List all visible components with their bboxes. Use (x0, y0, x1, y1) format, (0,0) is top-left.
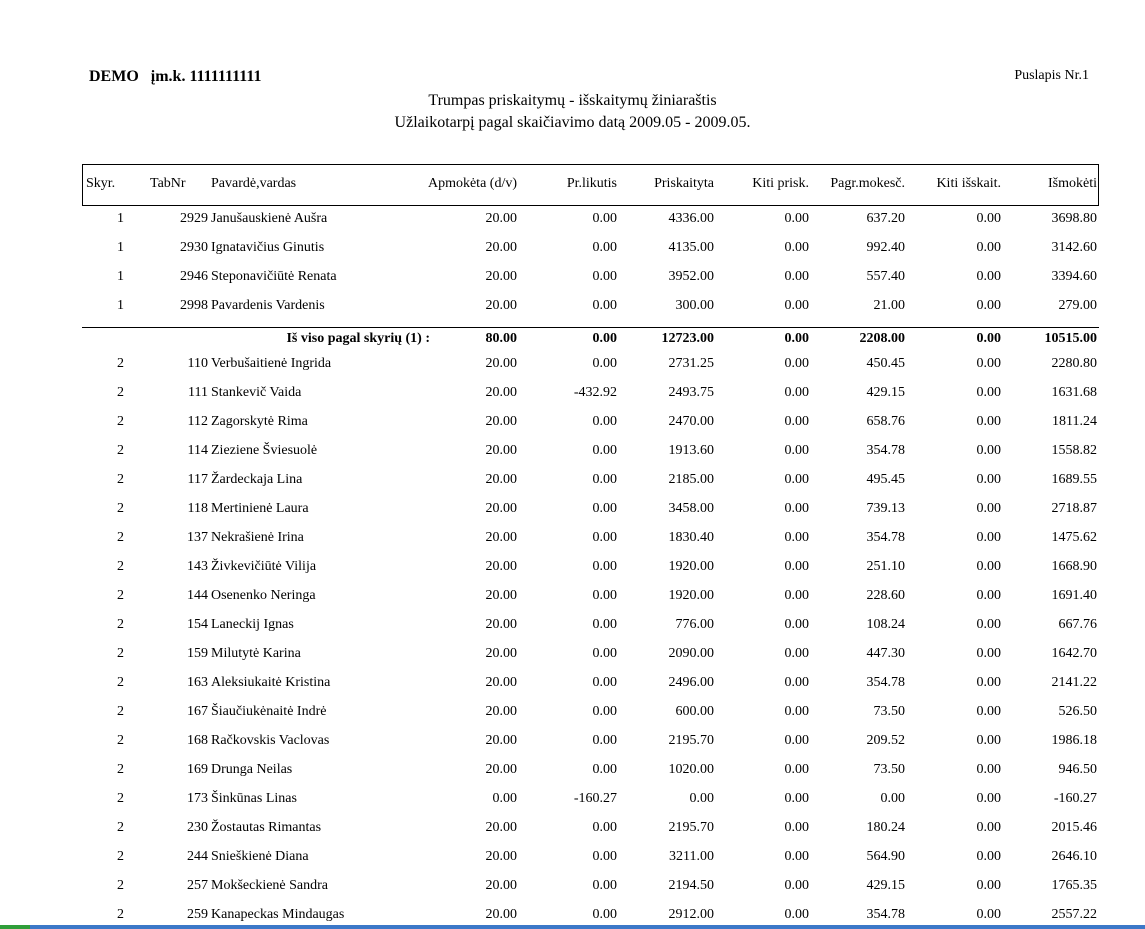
cell-apmoketa: 20.00 (485, 501, 517, 516)
table-row (0, 646, 1145, 668)
col-tabnr: TabNr (150, 176, 186, 191)
cell-priskaityta: 1913.60 (668, 443, 714, 458)
cell-name: Šinkūnas Linas (211, 791, 297, 806)
cell-tabnr: 167 (187, 704, 208, 719)
cell-pr-likutis: 0.00 (592, 269, 617, 284)
cell-name: Zagorskytė Rima (211, 414, 308, 429)
table-row (0, 704, 1145, 726)
table-row (0, 791, 1145, 813)
cell-priskaityta: 2912.00 (668, 907, 714, 922)
cell-pr-likutis: -432.92 (573, 385, 617, 400)
cell-apmoketa: 20.00 (485, 356, 517, 371)
cell-ismoketi: 1642.70 (1051, 646, 1097, 661)
cell-ismoketi: 2646.10 (1051, 849, 1097, 864)
cell-pr-likutis: 0.00 (592, 240, 617, 255)
cell-name: Drunga Neilas (211, 762, 293, 777)
cell-pr-likutis: 0.00 (592, 356, 617, 371)
subtotal-kiti-isskait: 0.00 (976, 331, 1001, 346)
cell-priskaityta: 2496.00 (668, 675, 714, 690)
cell-pr-likutis: 0.00 (592, 298, 617, 313)
table-row (0, 269, 1145, 291)
table-row (0, 878, 1145, 900)
cell-pagr-mokesc: 209.52 (866, 733, 905, 748)
cell-kiti-isskait: 0.00 (976, 298, 1001, 313)
cell-kiti-prisk: 0.00 (784, 356, 809, 371)
cell-apmoketa: 20.00 (485, 211, 517, 226)
cell-kiti-isskait: 0.00 (976, 907, 1001, 922)
cell-skyr: 2 (117, 414, 124, 429)
cell-pr-likutis: 0.00 (592, 472, 617, 487)
cell-kiti-isskait: 0.00 (976, 443, 1001, 458)
cell-pr-likutis: 0.00 (592, 675, 617, 690)
cell-pagr-mokesc: 739.13 (866, 501, 905, 516)
col-skyr: Skyr. (86, 176, 116, 191)
table-row (0, 443, 1145, 465)
cell-skyr: 2 (117, 646, 124, 661)
cell-ismoketi: 3698.80 (1051, 211, 1097, 226)
cell-ismoketi: 3142.60 (1051, 240, 1097, 255)
cell-pagr-mokesc: 228.60 (866, 588, 905, 603)
subtotal-priskaityta: 12723.00 (661, 331, 714, 346)
cell-apmoketa: 20.00 (485, 240, 517, 255)
cell-skyr: 2 (117, 820, 124, 835)
col-apmoketa: Apmokėta (d/v) (427, 176, 517, 191)
cell-ismoketi: 1811.24 (1052, 414, 1097, 429)
cell-pr-likutis: 0.00 (592, 704, 617, 719)
cell-ismoketi: 1668.90 (1051, 559, 1097, 574)
cell-kiti-isskait: 0.00 (976, 385, 1001, 400)
cell-kiti-isskait: 0.00 (976, 704, 1001, 719)
cell-priskaityta: 2185.00 (668, 472, 714, 487)
col-name: Pavardė,vardas (211, 176, 297, 191)
cell-pagr-mokesc: 73.50 (873, 704, 905, 719)
cell-kiti-prisk: 0.00 (784, 211, 809, 226)
cell-kiti-prisk: 0.00 (784, 472, 809, 487)
cell-ismoketi: -160.27 (1053, 791, 1097, 806)
cell-priskaityta: 4135.00 (668, 240, 714, 255)
cell-ismoketi: 2557.22 (1051, 907, 1097, 922)
cell-ismoketi: 946.50 (1058, 762, 1097, 777)
cell-tabnr: 244 (187, 849, 208, 864)
cell-tabnr: 168 (187, 733, 208, 748)
cell-tabnr: 169 (187, 762, 208, 777)
cell-ismoketi: 2280.80 (1051, 356, 1097, 371)
col-pagr-mokesc: Pagr.mokesč. (830, 176, 905, 191)
cell-tabnr: 163 (187, 675, 208, 690)
cell-kiti-isskait: 0.00 (976, 356, 1001, 371)
cell-tabnr: 173 (187, 791, 208, 806)
cell-skyr: 2 (117, 791, 124, 806)
cell-tabnr: 118 (187, 501, 208, 516)
cell-tabnr: 259 (187, 907, 208, 922)
cell-priskaityta: 0.00 (689, 791, 714, 806)
cell-apmoketa: 20.00 (485, 414, 517, 429)
subtotal-divider (82, 327, 1099, 328)
cell-tabnr: 257 (187, 878, 208, 893)
cell-priskaityta: 1830.40 (668, 530, 714, 545)
cell-kiti-prisk: 0.00 (784, 443, 809, 458)
cell-name: Mertinienė Laura (211, 501, 309, 516)
cell-skyr: 2 (117, 385, 124, 400)
cell-tabnr: 112 (187, 414, 208, 429)
cell-skyr: 2 (117, 443, 124, 458)
cell-pr-likutis: 0.00 (592, 211, 617, 226)
table-row (0, 356, 1145, 378)
cell-kiti-prisk: 0.00 (784, 907, 809, 922)
cell-skyr: 2 (117, 356, 124, 371)
cell-kiti-prisk: 0.00 (784, 820, 809, 835)
cell-kiti-prisk: 0.00 (784, 733, 809, 748)
cell-ismoketi: 667.76 (1058, 617, 1097, 632)
cell-name: Žostautas Rimantas (211, 820, 322, 835)
cell-kiti-isskait: 0.00 (976, 675, 1001, 690)
cell-skyr: 2 (117, 472, 124, 487)
cell-priskaityta: 4336.00 (668, 211, 714, 226)
cell-pagr-mokesc: 354.78 (866, 443, 905, 458)
cell-skyr: 2 (117, 762, 124, 777)
cell-skyr: 1 (117, 240, 124, 255)
cell-pr-likutis: 0.00 (592, 733, 617, 748)
cell-ismoketi: 1558.82 (1051, 443, 1097, 458)
cell-kiti-prisk: 0.00 (784, 675, 809, 690)
cell-tabnr: 2930 (180, 240, 208, 255)
cell-kiti-isskait: 0.00 (976, 211, 1001, 226)
cell-kiti-prisk: 0.00 (784, 646, 809, 661)
cell-pagr-mokesc: 658.76 (866, 414, 905, 429)
cell-pr-likutis: 0.00 (592, 443, 617, 458)
cell-name: Šiaučiukėnaitė Indrė (211, 704, 327, 719)
cell-pr-likutis: 0.00 (592, 501, 617, 516)
table-row (0, 501, 1145, 523)
cell-pagr-mokesc: 992.40 (866, 240, 905, 255)
cell-skyr: 2 (117, 501, 124, 516)
cell-skyr: 2 (117, 559, 124, 574)
cell-apmoketa: 20.00 (485, 820, 517, 835)
cell-kiti-prisk: 0.00 (784, 588, 809, 603)
subtotal-apmoketa: 80.00 (485, 331, 517, 346)
cell-priskaityta: 1920.00 (668, 559, 714, 574)
col-priskaityta: Priskaityta (654, 176, 714, 191)
cell-apmoketa: 20.00 (485, 617, 517, 632)
cell-tabnr: 137 (187, 530, 208, 545)
table-row (0, 820, 1145, 842)
table-row (0, 414, 1145, 436)
cell-apmoketa: 20.00 (485, 443, 517, 458)
cell-tabnr: 144 (187, 588, 208, 603)
cell-ismoketi: 1986.18 (1051, 733, 1097, 748)
cell-priskaityta: 1020.00 (668, 762, 714, 777)
report-title: Trumpas priskaitymų - išskaitymų žiniaraštis (428, 92, 717, 109)
table-row (0, 675, 1145, 697)
cell-apmoketa: 20.00 (485, 646, 517, 661)
cell-pagr-mokesc: 557.40 (866, 269, 905, 284)
cell-ismoketi: 1765.35 (1051, 878, 1097, 893)
cell-pr-likutis: 0.00 (592, 907, 617, 922)
page-number: Puslapis Nr.1 (1014, 68, 1089, 83)
subtotal-kiti-prisk: 0.00 (784, 331, 809, 346)
cell-pr-likutis: 0.00 (592, 617, 617, 632)
col-pr-likutis: Pr.likutis (566, 176, 617, 191)
cell-kiti-prisk: 0.00 (784, 559, 809, 574)
cell-kiti-isskait: 0.00 (976, 849, 1001, 864)
cell-apmoketa: 20.00 (485, 762, 517, 777)
cell-priskaityta: 1920.00 (668, 588, 714, 603)
table-row (0, 762, 1145, 784)
cell-apmoketa: 20.00 (485, 733, 517, 748)
cell-tabnr: 2946 (180, 269, 208, 284)
cell-priskaityta: 2470.00 (668, 414, 714, 429)
table-header (0, 176, 1145, 198)
cell-pr-likutis: 0.00 (592, 878, 617, 893)
cell-pagr-mokesc: 21.00 (873, 298, 905, 313)
subtotal-ismoketi: 10515.00 (1044, 331, 1097, 346)
cell-apmoketa: 20.00 (485, 849, 517, 864)
cell-pagr-mokesc: 73.50 (873, 762, 905, 777)
report-subtitle: Užlaikotarpį pagal skaičiavimo datą 2009.05 - 2009.05. (394, 114, 751, 131)
cell-pr-likutis: -160.27 (573, 791, 617, 806)
table-row (0, 559, 1145, 581)
subtotal-label: Iš viso pagal skyrių (1) : (286, 331, 430, 346)
cell-pagr-mokesc: 251.10 (866, 559, 905, 574)
cell-priskaityta: 2194.50 (668, 878, 714, 893)
cell-name: Steponavičiūtė Renata (211, 269, 337, 284)
cell-ismoketi: 1475.62 (1051, 530, 1097, 545)
cell-priskaityta: 3458.00 (668, 501, 714, 516)
cell-priskaityta: 2731.25 (668, 356, 714, 371)
cell-name: Snieškienė Diana (211, 849, 309, 864)
cell-pr-likutis: 0.00 (592, 646, 617, 661)
cell-ismoketi: 1631.68 (1051, 385, 1097, 400)
cell-skyr: 2 (117, 675, 124, 690)
cell-priskaityta: 3211.00 (669, 849, 714, 864)
cell-skyr: 2 (117, 733, 124, 748)
cell-tabnr: 2998 (180, 298, 208, 313)
cell-pagr-mokesc: 354.78 (866, 907, 905, 922)
cell-name: Laneckij Ignas (211, 617, 294, 632)
cell-kiti-isskait: 0.00 (976, 791, 1001, 806)
cell-kiti-isskait: 0.00 (976, 472, 1001, 487)
table-row (0, 472, 1145, 494)
cell-skyr: 2 (117, 617, 124, 632)
cell-pagr-mokesc: 354.78 (866, 530, 905, 545)
cell-kiti-isskait: 0.00 (976, 269, 1001, 284)
cell-pr-likutis: 0.00 (592, 762, 617, 777)
col-kiti-prisk: Kiti prisk. (752, 176, 809, 191)
cell-pagr-mokesc: 354.78 (866, 675, 905, 690)
taskbar-strip (0, 925, 1145, 929)
cell-kiti-prisk: 0.00 (784, 240, 809, 255)
cell-ismoketi: 3394.60 (1051, 269, 1097, 284)
cell-ismoketi: 2718.87 (1051, 501, 1097, 516)
cell-tabnr: 110 (187, 356, 208, 371)
cell-tabnr: 2929 (180, 211, 208, 226)
taskbar-start (0, 925, 30, 929)
cell-kiti-prisk: 0.00 (784, 878, 809, 893)
cell-kiti-prisk: 0.00 (784, 530, 809, 545)
cell-kiti-isskait: 0.00 (976, 878, 1001, 893)
cell-name: Ignatavičius Ginutis (211, 240, 325, 255)
cell-name: Janušauskienė Aušra (211, 211, 328, 226)
cell-apmoketa: 20.00 (485, 530, 517, 545)
subtotal-pr-likutis: 0.00 (592, 331, 617, 346)
cell-apmoketa: 20.00 (485, 588, 517, 603)
col-kiti-isskait: Kiti išskait. (936, 176, 1001, 191)
cell-pr-likutis: 0.00 (592, 820, 617, 835)
cell-ismoketi: 279.00 (1058, 298, 1097, 313)
cell-skyr: 1 (117, 298, 124, 313)
table-row (0, 211, 1145, 233)
cell-kiti-prisk: 0.00 (784, 617, 809, 632)
cell-name: Milutytė Karina (211, 646, 301, 661)
table-row (0, 617, 1145, 639)
cell-kiti-prisk: 0.00 (784, 791, 809, 806)
cell-kiti-prisk: 0.00 (784, 269, 809, 284)
cell-skyr: 2 (117, 878, 124, 893)
cell-apmoketa: 20.00 (485, 472, 517, 487)
cell-apmoketa: 20.00 (485, 385, 517, 400)
cell-name: Živkevičiūtė Vilija (211, 559, 317, 574)
company-header: DEMO įm.k. 1111111111 (89, 68, 262, 85)
cell-name: Pavardenis Vardenis (211, 298, 325, 313)
cell-tabnr: 114 (187, 443, 208, 458)
cell-kiti-isskait: 0.00 (976, 617, 1001, 632)
cell-skyr: 1 (117, 269, 124, 284)
cell-kiti-isskait: 0.00 (976, 733, 1001, 748)
table-row (0, 385, 1145, 407)
cell-priskaityta: 2195.70 (668, 733, 714, 748)
cell-apmoketa: 0.00 (492, 791, 517, 806)
cell-kiti-prisk: 0.00 (784, 298, 809, 313)
cell-priskaityta: 776.00 (675, 617, 714, 632)
cell-kiti-isskait: 0.00 (976, 762, 1001, 777)
cell-pr-likutis: 0.00 (592, 849, 617, 864)
cell-pagr-mokesc: 564.90 (866, 849, 905, 864)
cell-priskaityta: 3952.00 (668, 269, 714, 284)
table-row (0, 240, 1145, 262)
cell-name: Zieziene Šviesuolė (211, 443, 318, 458)
cell-tabnr: 117 (187, 472, 208, 487)
table-row (0, 530, 1145, 552)
cell-kiti-isskait: 0.00 (976, 559, 1001, 574)
cell-tabnr: 230 (187, 820, 208, 835)
cell-kiti-isskait: 0.00 (976, 646, 1001, 661)
cell-kiti-isskait: 0.00 (976, 414, 1001, 429)
cell-ismoketi: 2015.46 (1051, 820, 1097, 835)
subtotal-pagr-mokesc: 2208.00 (859, 331, 905, 346)
cell-kiti-isskait: 0.00 (976, 820, 1001, 835)
cell-name: Osenenko Neringa (211, 588, 316, 603)
cell-kiti-isskait: 0.00 (976, 530, 1001, 545)
table-row (0, 298, 1145, 320)
cell-ismoketi: 1689.55 (1051, 472, 1097, 487)
cell-kiti-prisk: 0.00 (784, 762, 809, 777)
cell-skyr: 1 (117, 211, 124, 226)
cell-tabnr: 159 (187, 646, 208, 661)
cell-apmoketa: 20.00 (485, 907, 517, 922)
cell-name: Stankevič Vaida (211, 385, 302, 400)
table-row (0, 588, 1145, 610)
cell-name: Žardeckaja Lina (211, 472, 303, 487)
cell-kiti-isskait: 0.00 (976, 240, 1001, 255)
cell-kiti-isskait: 0.00 (976, 588, 1001, 603)
cell-skyr: 2 (117, 704, 124, 719)
cell-priskaityta: 2090.00 (668, 646, 714, 661)
cell-priskaityta: 600.00 (675, 704, 714, 719)
cell-pr-likutis: 0.00 (592, 588, 617, 603)
cell-name: Kanapeckas Mindaugas (211, 907, 345, 922)
cell-kiti-isskait: 0.00 (976, 501, 1001, 516)
table-row (0, 733, 1145, 755)
cell-skyr: 2 (117, 849, 124, 864)
cell-pr-likutis: 0.00 (592, 530, 617, 545)
cell-skyr: 2 (117, 907, 124, 922)
cell-name: Mokšeckienė Sandra (211, 878, 329, 893)
cell-kiti-prisk: 0.00 (784, 849, 809, 864)
cell-apmoketa: 20.00 (485, 878, 517, 893)
cell-apmoketa: 20.00 (485, 559, 517, 574)
cell-ismoketi: 2141.22 (1051, 675, 1097, 690)
cell-skyr: 2 (117, 588, 124, 603)
cell-kiti-prisk: 0.00 (784, 704, 809, 719)
cell-priskaityta: 300.00 (675, 298, 714, 313)
subtotal-row (0, 331, 1145, 353)
cell-priskaityta: 2493.75 (668, 385, 714, 400)
cell-pagr-mokesc: 180.24 (866, 820, 905, 835)
cell-pr-likutis: 0.00 (592, 414, 617, 429)
table-row (0, 849, 1145, 871)
cell-kiti-prisk: 0.00 (784, 501, 809, 516)
cell-name: Aleksiukaitė Kristina (211, 675, 331, 690)
cell-pagr-mokesc: 0.00 (880, 791, 905, 806)
cell-skyr: 2 (117, 530, 124, 545)
cell-kiti-prisk: 0.00 (784, 385, 809, 400)
cell-apmoketa: 20.00 (485, 704, 517, 719)
cell-tabnr: 143 (187, 559, 208, 574)
cell-apmoketa: 20.00 (485, 675, 517, 690)
cell-tabnr: 111 (188, 385, 208, 400)
cell-pagr-mokesc: 429.15 (866, 878, 905, 893)
cell-apmoketa: 20.00 (485, 269, 517, 284)
cell-pagr-mokesc: 637.20 (866, 211, 905, 226)
cell-pagr-mokesc: 108.24 (866, 617, 905, 632)
cell-priskaityta: 2195.70 (668, 820, 714, 835)
cell-apmoketa: 20.00 (485, 298, 517, 313)
col-ismoketi: Išmokėti (1048, 176, 1097, 191)
cell-pagr-mokesc: 447.30 (866, 646, 905, 661)
cell-kiti-prisk: 0.00 (784, 414, 809, 429)
cell-tabnr: 154 (187, 617, 208, 632)
cell-name: Verbušaitienė Ingrida (211, 356, 332, 371)
cell-pagr-mokesc: 429.15 (866, 385, 905, 400)
cell-pagr-mokesc: 495.45 (866, 472, 905, 487)
cell-pagr-mokesc: 450.45 (866, 356, 905, 371)
cell-ismoketi: 1691.40 (1051, 588, 1097, 603)
cell-name: Račkovskis Vaclovas (211, 733, 330, 748)
cell-ismoketi: 526.50 (1058, 704, 1097, 719)
cell-pr-likutis: 0.00 (592, 559, 617, 574)
cell-name: Nekrašienė Irina (211, 530, 304, 545)
